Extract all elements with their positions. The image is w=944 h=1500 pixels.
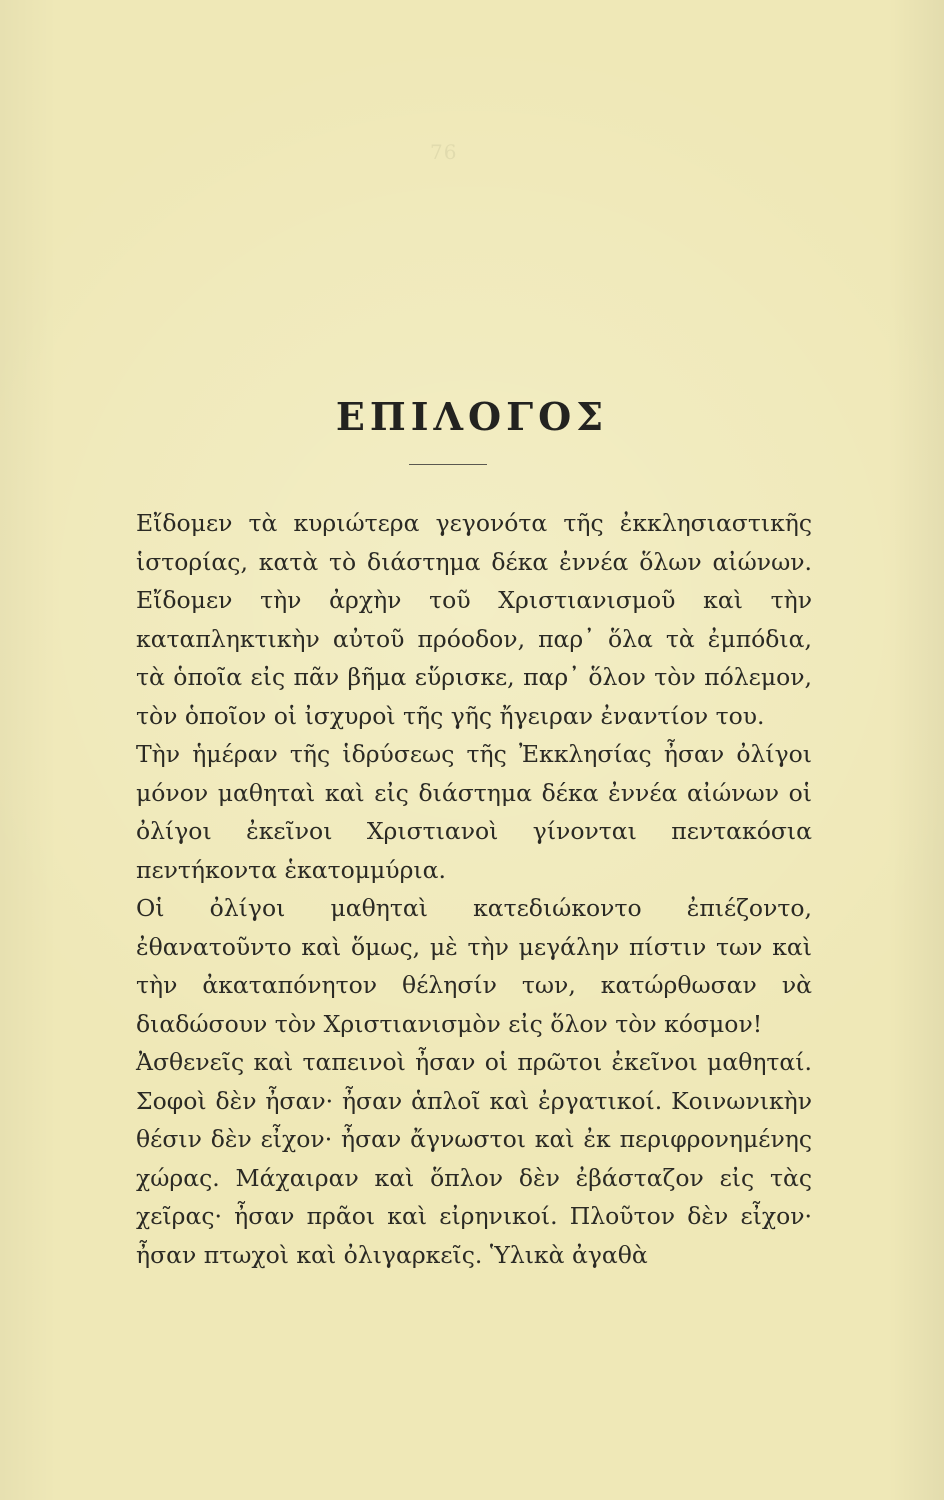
- chapter-title: ΕΠΙΛΟΓΟΣ: [335, 394, 609, 439]
- paragraph-4: Ἀσθενεῖς καὶ ταπεινοὶ ἦσαν οἱ πρῶτοι ἐκεῖνοι μαθηταί. Σοφοὶ δὲν ἦσαν· ἦσαν ἁπλοῖ καὶ ἐργατικοί. Κοινωνικὴν θέσιν δὲν εἶχον· ἦσαν ἄγνωστοι καὶ ἐκ περιφρονημένης χώρας. Μάχαιραν καὶ ὅπλον δὲν ἐβάσταζον εἰς τὰς χεῖρας· ἦσαν πρᾶοι καὶ εἰρηνικοί. Πλοῦτον δὲν εἶχον· ἦσαν πτωχοὶ καὶ ὀλιγαρκεῖς. Ὑλικὰ ἀγαθὰ: [136, 1048, 812, 1269]
- faint-page-number: 76: [430, 140, 458, 164]
- title-divider: [409, 464, 487, 465]
- paragraph-3: Οἱ ὀλίγοι μαθηταὶ κατεδιώκοντο ἐπιέζοντο, ἐθανατοῦντο καὶ ὅμως, μὲ τὴν μεγάλην πίστιν των καὶ τὴν ἀκαταπόνητον θέλησίν των, κατώρθωσαν νὰ διαδώσουν τὸν Χριστιανισμὸν εἰς ὅλον τὸν κόσμον!: [136, 894, 812, 1038]
- body-text: [136, 504, 812, 1274]
- paragraph-2: Τὴν ἡμέραν τῆς ἱδρύσεως τῆς Ἐκκλησίας ἦσαν ὀλίγοι μόνον μαθηταὶ καὶ εἰς διάστημα δέκα ἐννέα αἰώνων οἱ ὀλίγοι ἐκεῖνοι Χριστιανοὶ γίνονται πεντακόσια πεντήκοντα ἑκατομμύρια.: [136, 740, 812, 884]
- paragraph-1: Εἴδομεν τὰ κυριώτερα γεγονότα τῆς ἐκκλησιαστικῆς ἱστορίας, κατὰ τὸ διάστημα δέκα ἐννέα ὅλων αἰώνων. Εἴδομεν τὴν ἀρχὴν τοῦ Χριστιανισμοῦ καὶ τὴν καταπληκτικὴν αὐτοῦ πρόοδον, παρ᾽ ὅλα τὰ ἐμπόδια, τὰ ὁποῖα εἰς πᾶν βῆμα εὕρισκε, παρ᾽ ὅλον τὸν πόλεμον, τὸν ὁποῖον οἱ ἰσχυροὶ τῆς γῆς ἤγειραν ἐναντίον του.: [136, 509, 812, 730]
